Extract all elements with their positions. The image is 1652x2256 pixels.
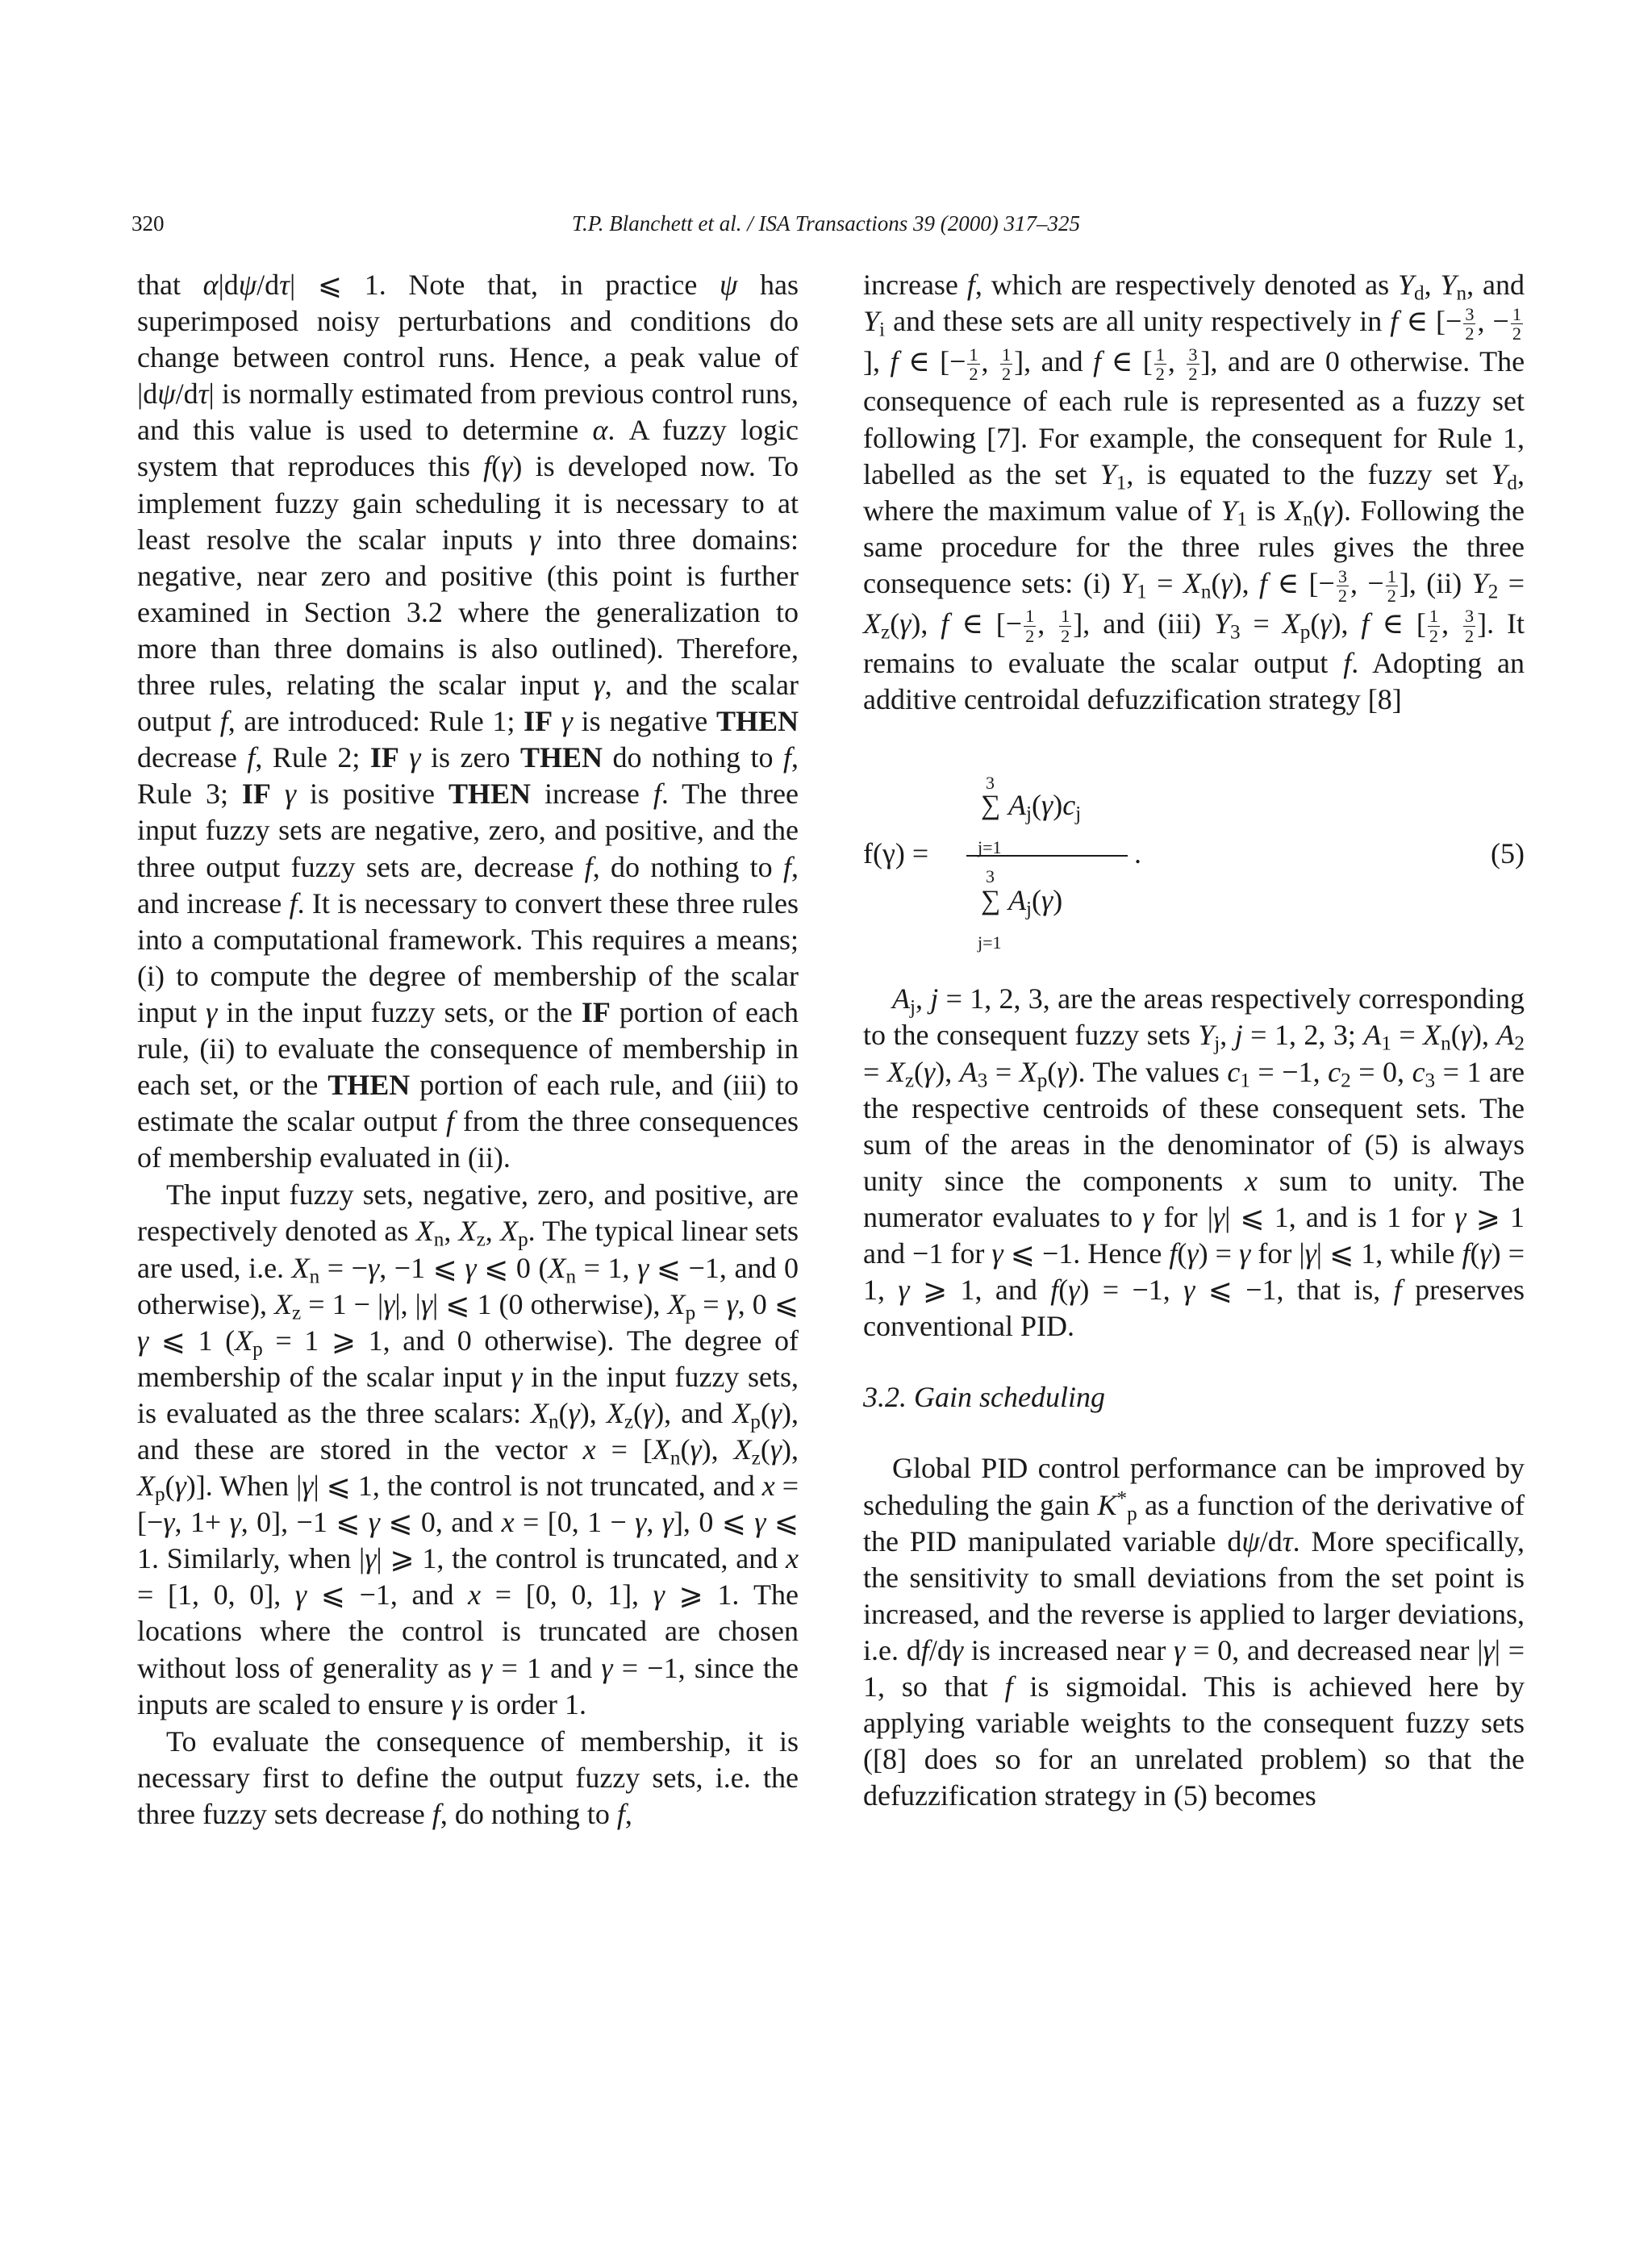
section-heading: 3.2. Gain scheduling [863,1381,1105,1414]
paragraph: increase f, which are respectively denoted as $Y_d$, $Y_n$, and $Y_i$ and these sets are all unity respectively in f ∈ [− $\frac{3}{2}$ , − $\frac{1}{2}$ ], f ∈ [− $\frac{1}{2}$ , $\frac{1}{2}$ ], and f ∈ [ $\frac{1}{2}$ , $\frac{3}{2}$ ], and are 0 otherwise. The consequence of each rule is represented as a fuzzy set following [7]. For example, the consequent for Rule 1, labelled as the set $Y_1$, is equated to the fuzzy set $Y_d$, where the maximum value of $Y_1$ is $X_n(\gamma)$. Following the same procedure for the three rules gives the three consequence sets: (i) $Y_1 = X_n(\gamma)$, f ∈ [− $\frac{3}{2}$ , − $\frac{1}{2}$ ], (ii) $Y_2 = X_z(\gamma)$, f ∈ [− $\frac{1}{2}$ , $\frac{1}{2}$ ], and (iii) $Y_3 = X_p(\gamma)$, f ∈ [ $\frac{1}{2}$ , $\frac{3}{2}$ ]. It remains to evaluate the scalar output f. Adopting an additive centroidal defuzzification strategy [8] [863,269,1525,716]
paragraph: Global PID control performance can be improved by scheduling the gain $K^*_p$ as a function of the derivative of the PID manipulated variable dψ/dτ. More specifically, the sensitivity to small deviations from the set point is increased, and the reverse is applied to larger deviations, i.e. df/dγ is increased near γ = 0, and decreased near |γ| = 1, so that f is sigmoidal. This is achieved here by applying variable weights to the consequent fuzzy sets ([8] does so for an unrelated problem) so that the defuzzification strategy in (5) becomes [863,1452,1525,1812]
equation-number: (5) [1491,837,1525,870]
right-column [863,267,1525,1814]
page-number: 320 [131,211,165,236]
paragraph: The input fuzzy sets, negative, zero, and positive, are respectively denoted as $X_n$, $X_z$, $X_p$. The typical linear sets are used, i.e. $X_n = -\gamma$, −1 ⩽ γ ⩽ 0 ($X_n = 1$, γ ⩽ −1, and 0 otherwise), $X_z = 1 - |\gamma|$, |γ| ⩽ 1 (0 otherwise), $X_p = \gamma$, 0 ⩽ γ ⩽ 1 ($X_p = 1$ ⩾ 1, and 0 otherwise). The degree of membership of the scalar input γ in the input fuzzy sets, is evaluated as the three scalars: $X_n(\gamma)$, $X_z(\gamma)$, and $X_p(\gamma)$, and these are stored in the vector $x = [X_n(\gamma)$, $X_z(\gamma)$, $X_p(\gamma)$]. When |γ| ⩽ 1, the control is not truncated, and x = [−γ, 1+ γ, 0], −1 ⩽ γ ⩽ 0, and x = [0, 1 − γ, γ], 0 ⩽ γ ⩽ 1. Similarly, when |γ| ⩾ 1, the control is truncated, and x = [1, 0, 0], γ ⩽ −1, and x = [0, 0, 1], γ ⩾ 1. The locations where the control is truncated are chosen without loss of generality as γ = 1 and γ = −1, since the inputs are scaled to ensure γ is order 1. [137,1178,799,1720]
equation-lhs: f(γ) = [863,837,929,870]
paragraph: $A_j$, j = 1, 2, 3, are the areas respectively corresponding to the consequent fuzzy sets $Y_j$, j = 1, 2, 3; $A_1 = X_n(\gamma)$, $A_2 = X_z(\gamma)$, $A_3 = X_p(\gamma)$. The values $c_1 = -1$, $c_2 = 0$, $c_3 = 1$ are the respective centroids of these consequent sets. The sum of the areas in the denominator of (5) is always unity since the components x sum to unity. The numerator evaluates to γ for |γ| ⩽ 1, and is 1 for γ ⩾ 1 and −1 for γ ⩽ −1. Hence f(γ) = γ for |γ| ⩽ 1, while f(γ) = 1, γ ⩾ 1, and f(γ) = −1, γ ⩽ −1, that is, f preserves conventional PID. [863,982,1525,1343]
paragraph: To evaluate the consequence of membership, it is necessary first to define the output fuzzy sets, i.e. the three fuzzy sets decrease f, do nothing to f, [137,1724,799,1830]
left-column [137,267,799,1833]
sum-upper-limit: 3 [986,866,995,887]
equation-5 [863,757,1525,953]
running-title: T.P. Blanchett et al. / ISA Transactions 39 (2000) 317–325 [572,211,1080,236]
sum-lower-limit: j=1 [978,932,1002,953]
numerator-term: $A_j(\gamma)c_j$ [1008,789,1082,825]
sigma-symbol: ∑ [981,790,1001,821]
page-header [131,211,1521,244]
equation-period: . [1134,837,1141,870]
equation-denominator [966,858,1128,953]
paragraph: that α|dψ/dτ| ⩽ 1. Note that, in practice ψ has superimposed noisy perturbations and conditions do change between control runs. Hence, a peak value of |dψ/dτ| is normally estimated from previous control runs, and this value is used to determine α. A fuzzy logic system that reproduces this f(γ) is developed now. To implement fuzzy gain scheduling it is necessary to at least resolve the scalar inputs γ into three domains: negative, near zero and positive (this point is further examined in Section 3.2 where the generalization to more than three domains is also outlined). Therefore, three rules, relating the scalar input γ, and the scalar output f, are introduced: Rule 1; IF γ is negative THEN decrease f, Rule 2; IF γ is zero THEN do nothing to f, Rule 3; IF γ is positive THEN increase f. The three input fuzzy sets are negative, zero, and positive, and the three output fuzzy sets are, decrease f, do nothing to f, and increase f. It is necessary to convert these three rules into a computational framework. This requires a means; (i) to compute the degree of membership of the scalar input γ in the input fuzzy sets, or the IF portion of each rule, (ii) to evaluate the consequence of membership in each set, or the THEN portion of each rule, and (iii) to estimate the scalar output f from the three consequences of membership evaluated in (ii). [137,269,799,1174]
sigma-symbol: ∑ [981,886,1001,916]
denominator-term: $A_j(\gamma)$ [1008,884,1063,920]
sum-lower-limit: j=1 [978,837,1002,858]
sum-upper-limit: 3 [986,773,995,794]
equation-numerator [966,765,1128,857]
